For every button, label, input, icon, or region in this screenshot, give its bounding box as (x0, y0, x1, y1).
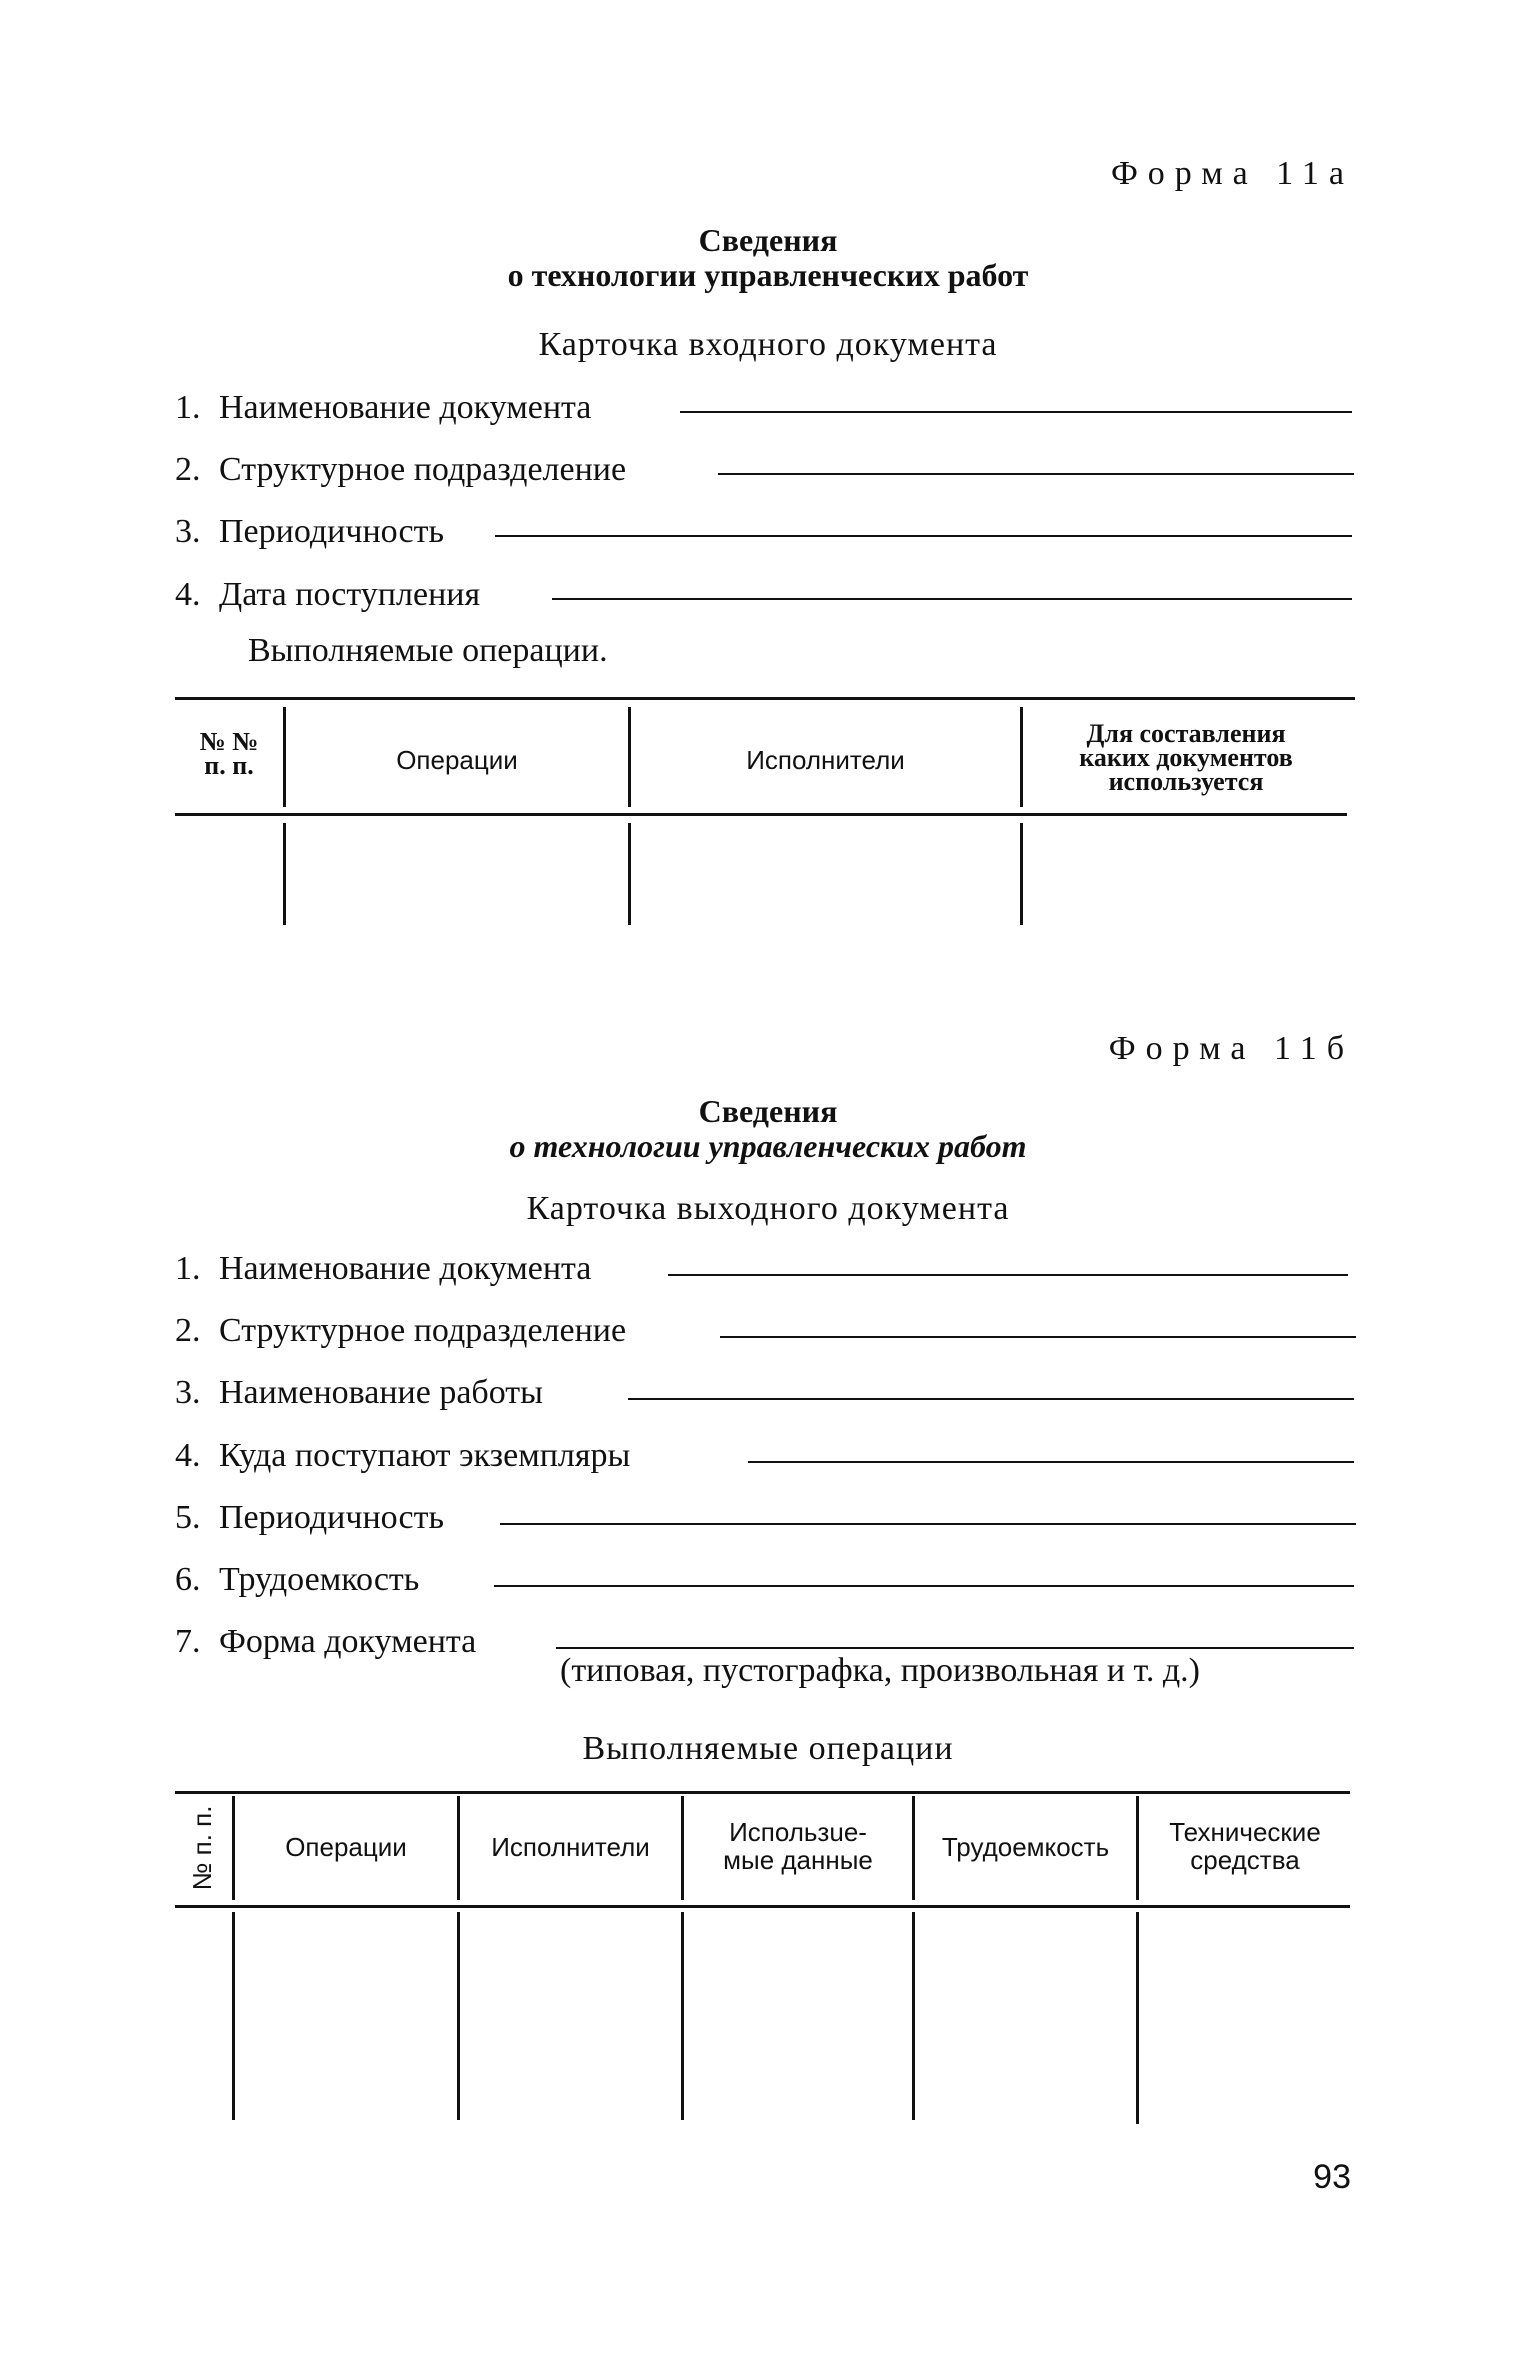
table-b-header-rule (175, 1905, 1350, 1908)
form-a-field-4: 4. Дата поступления (175, 576, 481, 613)
form-b-field-5: 5. Периодичность (175, 1499, 444, 1536)
form-b-field-6: 6. Трудоемкость (175, 1561, 420, 1598)
form-b-field-2-line[interactable] (720, 1336, 1356, 1338)
table-b-divider (912, 1912, 915, 2120)
form-b-field-1-line[interactable] (668, 1274, 1348, 1276)
table-a-header-num: № № п. п. (199, 727, 259, 780)
form-a-field-1: 1. Наименование документа (175, 389, 592, 426)
form-a-field-3-line[interactable] (495, 535, 1352, 537)
form-b-title-line1: Сведения (698, 1093, 838, 1129)
form-b-field-2: 2. Структурное подразделение (175, 1312, 627, 1349)
table-b-header-used-data: Использue- мые данные (723, 1817, 873, 1875)
table-b-divider (457, 1912, 460, 2120)
form-a-title-line2: о технологии управленческих работ (507, 257, 1029, 293)
form-a-card-title: Карточка входного документа (538, 326, 998, 363)
table-b-top-rule (175, 1791, 1350, 1794)
form-b-operations-caption: Выполняемые операции (582, 1730, 954, 1767)
table-b-divider (232, 1912, 235, 2120)
form-b-field-3: 3. Наименование работы (175, 1374, 543, 1411)
form-a-field-2: 2. Структурное подразделение (175, 451, 627, 488)
form-b-title-line2: о технологии управленческих работ (509, 1128, 1027, 1164)
form-a-field-3: 3. Периодичность (175, 513, 444, 550)
form-b-field-4-line[interactable] (748, 1461, 1354, 1463)
table-a-divider (628, 823, 631, 925)
table-b-divider (681, 1912, 684, 2120)
form-b-field-1: 1. Наименование документа (175, 1250, 592, 1287)
table-a-header-performers: Исполнители (746, 745, 905, 775)
form-b-field-3-line[interactable] (628, 1398, 1354, 1400)
table-a-divider (1020, 823, 1023, 925)
table-b-header-labor: Трудоемкость (941, 1832, 1110, 1862)
form-b-field-4: 4. Куда поступают экземпляры (175, 1437, 631, 1474)
table-a-header-purpose: Для составления каких документов используется (1079, 719, 1293, 796)
form-a-operations-caption: Выполняемые операции. (248, 632, 608, 669)
form-a-field-4-line[interactable] (552, 598, 1352, 600)
form-a-field-1-line[interactable] (680, 411, 1352, 413)
form-a-label: Форма 11а (1110, 155, 1354, 192)
form-b-field-6-line[interactable] (494, 1585, 1354, 1587)
table-b-header-operations: Операции (285, 1832, 407, 1862)
form-b-field-7: 7. Форма документа (175, 1623, 477, 1660)
form-b-field-7-hint: (типовая, пустографка, произвольная и т. д.) (560, 1652, 1200, 1689)
table-a-header-operations: Операции (396, 745, 518, 775)
page-number: 93 (1313, 2158, 1351, 2196)
form-b-field-5-line[interactable] (500, 1523, 1356, 1525)
table-b-divider (1136, 1912, 1139, 2124)
table-b-header-num: № п. п. (187, 1805, 217, 1891)
form-b-field-7-line[interactable] (556, 1647, 1354, 1649)
table-a-header-rule (175, 813, 1347, 816)
table-b-header-tech-means: Технические средства (1169, 1817, 1321, 1875)
form-b-card-title: Карточка выходного документа (526, 1190, 1010, 1227)
form-a-field-2-line[interactable] (718, 473, 1354, 475)
table-b-header-performers: Исполнители (491, 1832, 650, 1862)
table-a-top-rule (175, 697, 1355, 700)
table-a-divider (283, 823, 286, 925)
form-b-label: Форма 11б (1108, 1030, 1354, 1067)
form-a-title-line1: Сведения (698, 222, 838, 258)
